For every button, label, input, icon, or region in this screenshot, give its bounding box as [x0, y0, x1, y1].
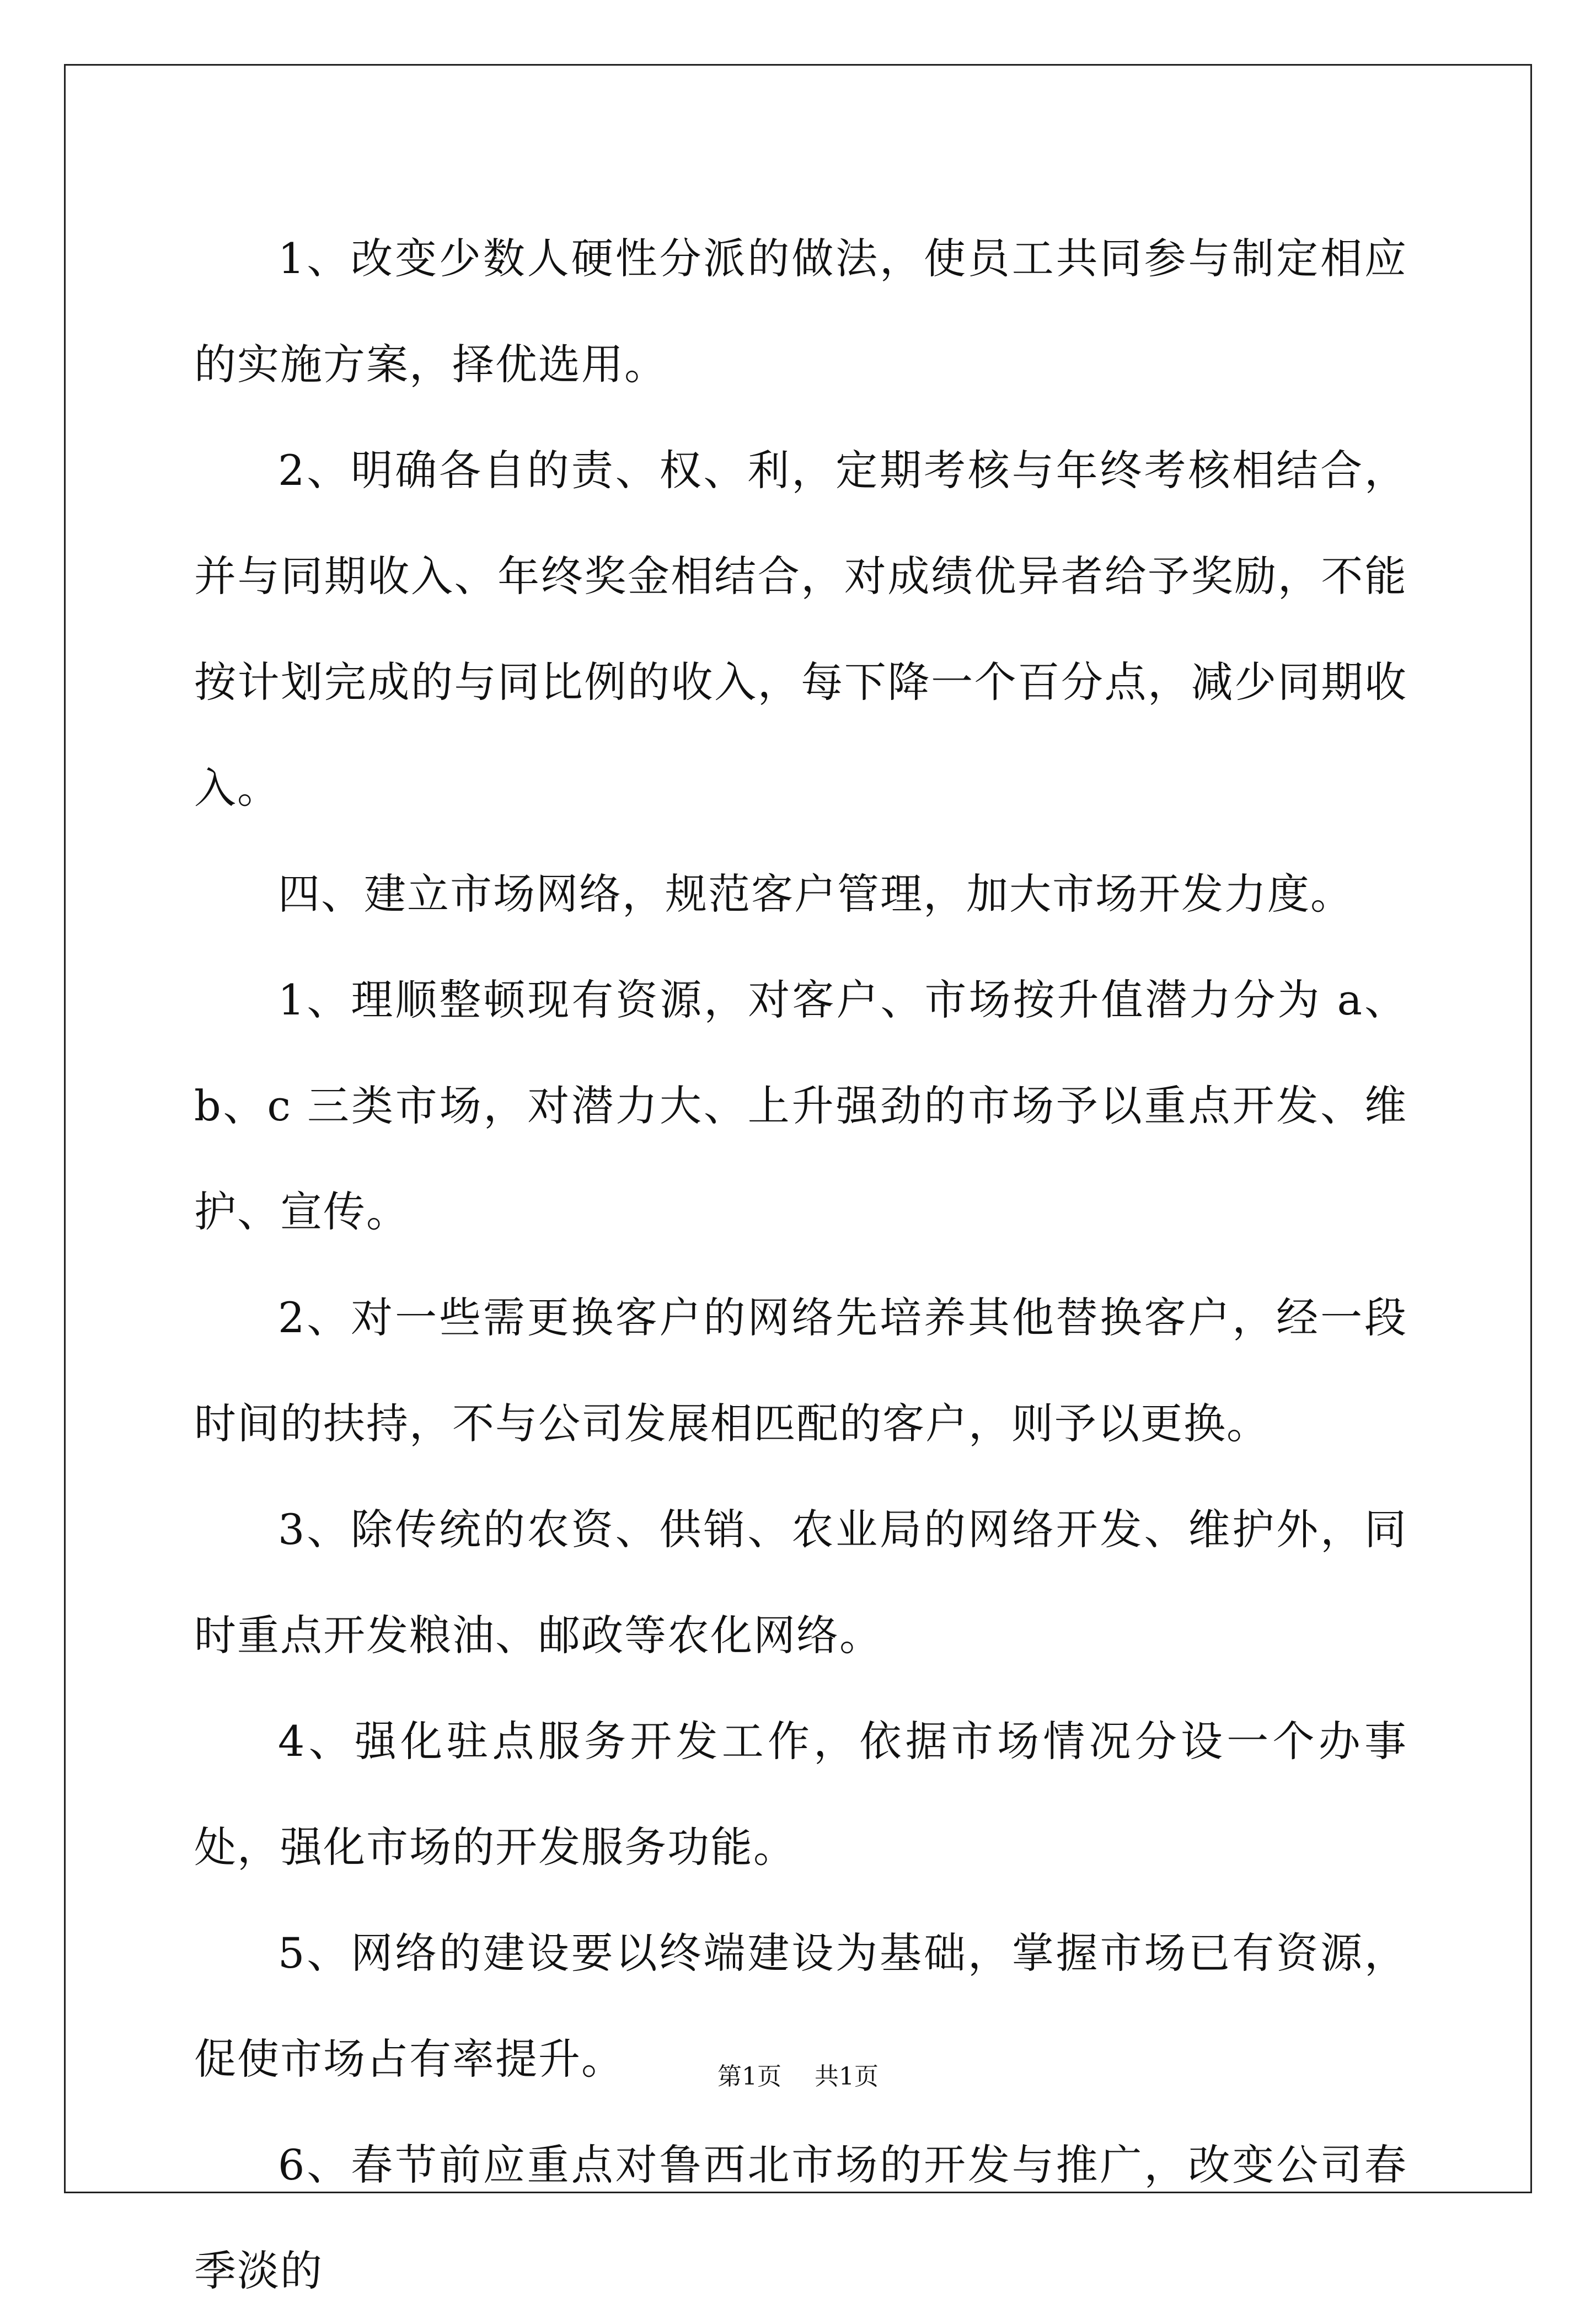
paragraph-6: 4、强化驻点服务开发工作，依据市场情况分设一个办事处，强化市场的开发服务功能。 — [194, 1717, 1407, 1872]
paragraph-7: 5、网络的建设要以终端建设为基础，掌握市场已有资源，促使市场占有率提升。 — [194, 1928, 1407, 2083]
paragraph-2: 2、明确各自的责、权、利，定期考核与年终考核相结合，并与同期收入、年终奖金相结合，对成绩优异者给予奖励，不能按计划完成的与同比例的收入，每下降一个百分点，减少同期收入。 — [194, 446, 1407, 813]
page-total: 共1页 — [815, 2063, 879, 2091]
paragraph-5: 3、除传统的农资、供销、农业局的网络开发、维护外，同时重点开发粮油、邮政等农化网络。 — [194, 1505, 1407, 1660]
section-heading-4: 四、建立市场网络，规范客户管理，加大市场开发力度。 — [278, 869, 1353, 918]
page-footer — [0, 2060, 1596, 2093]
paragraph-8: 6、春节前应重点对鲁西北市场的开发与推广，改变公司春季淡的 — [194, 2140, 1407, 2295]
paragraph-1: 1、改变少数人硬性分派的做法，使员工共同参与制定相应的实施方案，择优选用。 — [194, 234, 1407, 389]
paragraph-3: 1、理顺整顿现有资源，对客户、市场按升值潜力分为 a、b、c 三类市场，对潜力大、上升强劲的市场予以重点开发、维护、宣传。 — [194, 975, 1407, 1236]
paragraph-4: 2、对一些需更换客户的网络先培养其他替换客户，经一段时间的扶持，不与公司发展相匹配的客户，则予以更换。 — [194, 1293, 1407, 1448]
document-body — [194, 206, 1407, 2324]
page-number: 第1页 — [717, 2063, 781, 2091]
